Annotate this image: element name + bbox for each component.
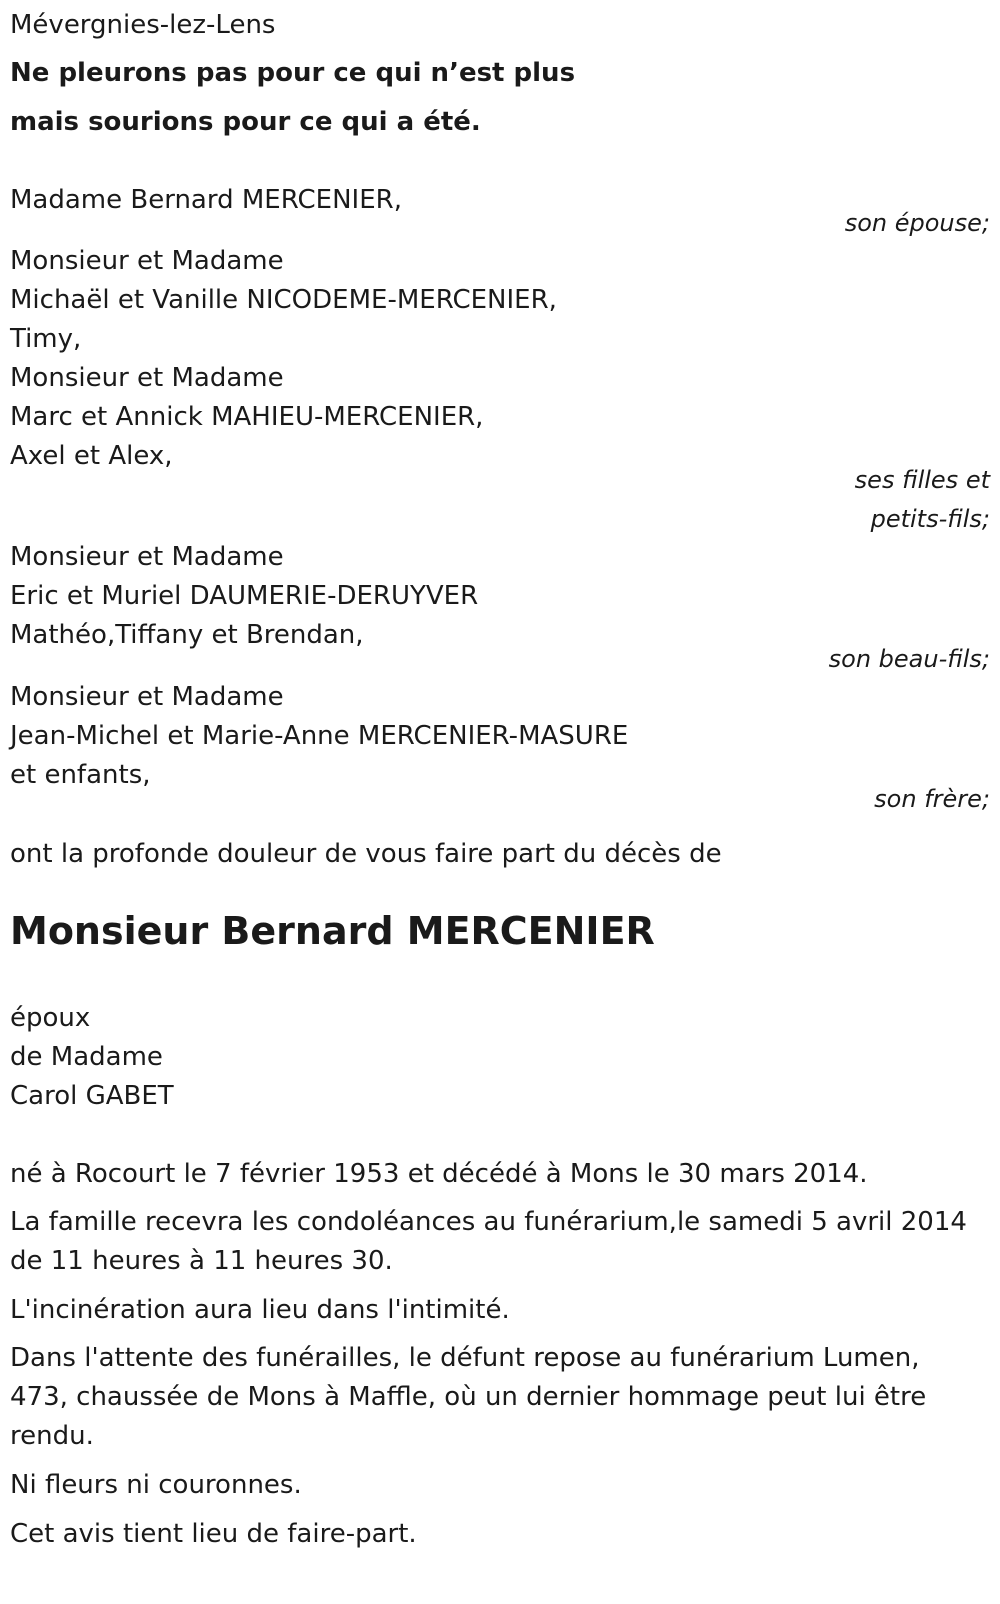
detail-line: L'incinération aura lieu dans l'intimité. [10, 1295, 510, 1325]
spouse-line: époux [10, 1003, 91, 1033]
detail-line: 473, chaussée de Mons à Maffle, où un dernier hommage peut lui être [10, 1382, 927, 1412]
detail-line: rendu. [10, 1421, 94, 1451]
detail-line: de 11 heures à 11 heures 30. [10, 1246, 393, 1276]
mourner-line: Timy, [10, 324, 82, 354]
spouse-line: Carol GABET [10, 1081, 174, 1111]
detail-line: Cet avis tient lieu de faire-part. [10, 1519, 417, 1549]
spouse-line: de Madame [10, 1042, 163, 1072]
mourner-line: Mathéo,Tiffany et Brendan, [10, 620, 364, 650]
mourner-line: Monsieur et Madame [10, 246, 284, 276]
detail-line: La famille recevra les condoléances au funérarium,le samedi 5 avril 2014 [10, 1207, 967, 1237]
relation-label: son frère; [874, 785, 990, 813]
mourner-line: et enfants, [10, 760, 151, 790]
relation-label: petits-fils; [870, 505, 990, 533]
mourner-line: Monsieur et Madame [10, 542, 284, 572]
location: Mévergnies-lez-Lens [10, 10, 276, 40]
detail-line: Dans l'attente des funérailles, le défunt repose au funérarium Lumen, [10, 1343, 920, 1373]
quote-line: mais sourions pour ce qui a été. [10, 107, 481, 137]
mourner-line: Monsieur et Madame [10, 363, 284, 393]
relation-label: son beau-fils; [828, 645, 990, 673]
mourner-line: Michaël et Vanille NICODEME-MERCENIER, [10, 285, 557, 315]
mourner-line: Jean-Michel et Marie-Anne MERCENIER-MASURE [10, 721, 629, 751]
mourner-line: Axel et Alex, [10, 441, 173, 471]
mourner-line: Marc et Annick MAHIEU-MERCENIER, [10, 402, 484, 432]
detail-line: Ni fleurs ni couronnes. [10, 1470, 302, 1500]
mourner-line: Monsieur et Madame [10, 682, 284, 712]
detail-line: né à Rocourt le 7 février 1953 et décédé à Mons le 30 mars 2014. [10, 1159, 868, 1189]
announcement: ont la profonde douleur de vous faire part du décès de [10, 839, 722, 869]
quote-line: Ne pleurons pas pour ce qui n’est plus [10, 58, 576, 88]
deceased-name: Monsieur Bernard MERCENIER [10, 909, 655, 953]
relation-label: son épouse; [844, 209, 990, 237]
relation-label: ses filles et [854, 466, 990, 494]
mourner-line: Eric et Muriel DAUMERIE-DERUYVER [10, 581, 479, 611]
mourner-line: Madame Bernard MERCENIER, [10, 185, 402, 215]
